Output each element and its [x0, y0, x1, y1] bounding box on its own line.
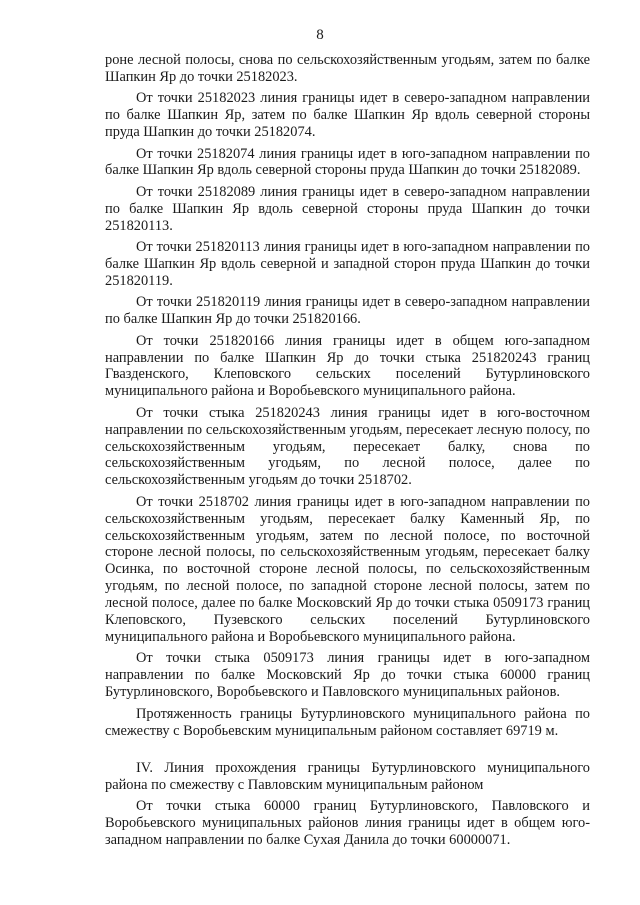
section-heading: IV. Линия прохождения границы Бутурлиновского муниципального района по смежеству с Павловским муниципальным районом — [105, 759, 590, 793]
paragraph: От точки стыка 251820243 линия границы идет в юго-восточном направлении по сельскохозяйственным угодьям, пересекает лесную полосу, по сельскохозяйственным угодьям, пересекает балку, снова по сельскохозяйственным угодьям, по лесной полосе, далее по сельскохозяйственным угодьям до точки 2518702. — [105, 404, 590, 489]
paragraph: От точки 2518702 линия границы идет в юго-западном направлении по сельскохозяйственным угодьям, пересекает балку Каменный Яр, по сельскохозяйственным угодьям, затем по лесной полосе, по восточной стороне лесной полосы, по сельскохозяйственным угодьям, пересекает балку Осинка, по восточной стороне лесной полосы, по сельскохозяйственным угодьям, по лесной полосе, по западной стороне лесной полосы, затем по лесной полосе, далее по балке Московский Яр до точки стыка 0509173 границ Клеповского, Пузевского сельских поселений Бутурлиновского муниципального района и Воробьевского муниципального района. — [105, 493, 590, 645]
section-gap — [105, 744, 590, 760]
paragraph-boundary-length: Протяженность границы Бутурлиновского муниципального района по смежеству с Воробьевским муниципальным районом составляет 69719 м. — [105, 705, 590, 739]
paragraph: От точки 25182074 линия границы идет в юго-западном направлении по балке Шапкин Яр вдоль северной стороны пруда Шапкин до точки 25182089. — [105, 145, 590, 179]
paragraph: От точки стыка 0509173 линия границы идет в юго-западном направлении по балке Московский Яр до точки стыка 60000 границ Бутурлиновского, Воробьевского и Павловского муниципальных районов. — [105, 650, 590, 701]
paragraph: От точки 25182089 линия границы идет в северо-западном направлении по балке Шапкин Яр вдоль северной стороны пруда Шапкин до точки 251820113. — [105, 183, 590, 234]
paragraph: От точки 25182023 линия границы идет в северо-западном направлении по балке Шапкин Яр, затем по балке Шапкин Яр вдоль северной стороны пруда Шапкин до точки 25182074. — [105, 90, 590, 141]
paragraph: От точки 251820166 линия границы идет в общем юго-западном направлении по балке Шапкин Яр до точки стыка 251820243 границ Гвазденского, Клеповского сельских поселений Бутурлиновского муниципального района и Воробьевского муниципального района. — [105, 332, 590, 400]
paragraph: От точки 251820119 линия границы идет в северо-западном направлении по балке Шапкин Яр до точки 251820166. — [105, 294, 590, 328]
section-paragraph: От точки стыка 60000 границ Бутурлиновского, Павловского и Воробьевского муниципальных районов линия границы идет в общем юго-западном направлении по балке Сухая Данила до точки 60000071. — [105, 798, 590, 849]
page-number: 8 — [316, 27, 324, 43]
paragraph: От точки 251820113 линия границы идет в юго-западном направлении по балке Шапкин Яр вдоль северной и западной сторон пруда Шапкин до точки 251820119. — [105, 239, 590, 289]
document-body — [105, 52, 590, 853]
paragraph-continuation: роне лесной полосы, снова по сельскохозяйственным угодьям, затем по балке Шапкин Яр до точки 25182023. — [105, 52, 590, 85]
